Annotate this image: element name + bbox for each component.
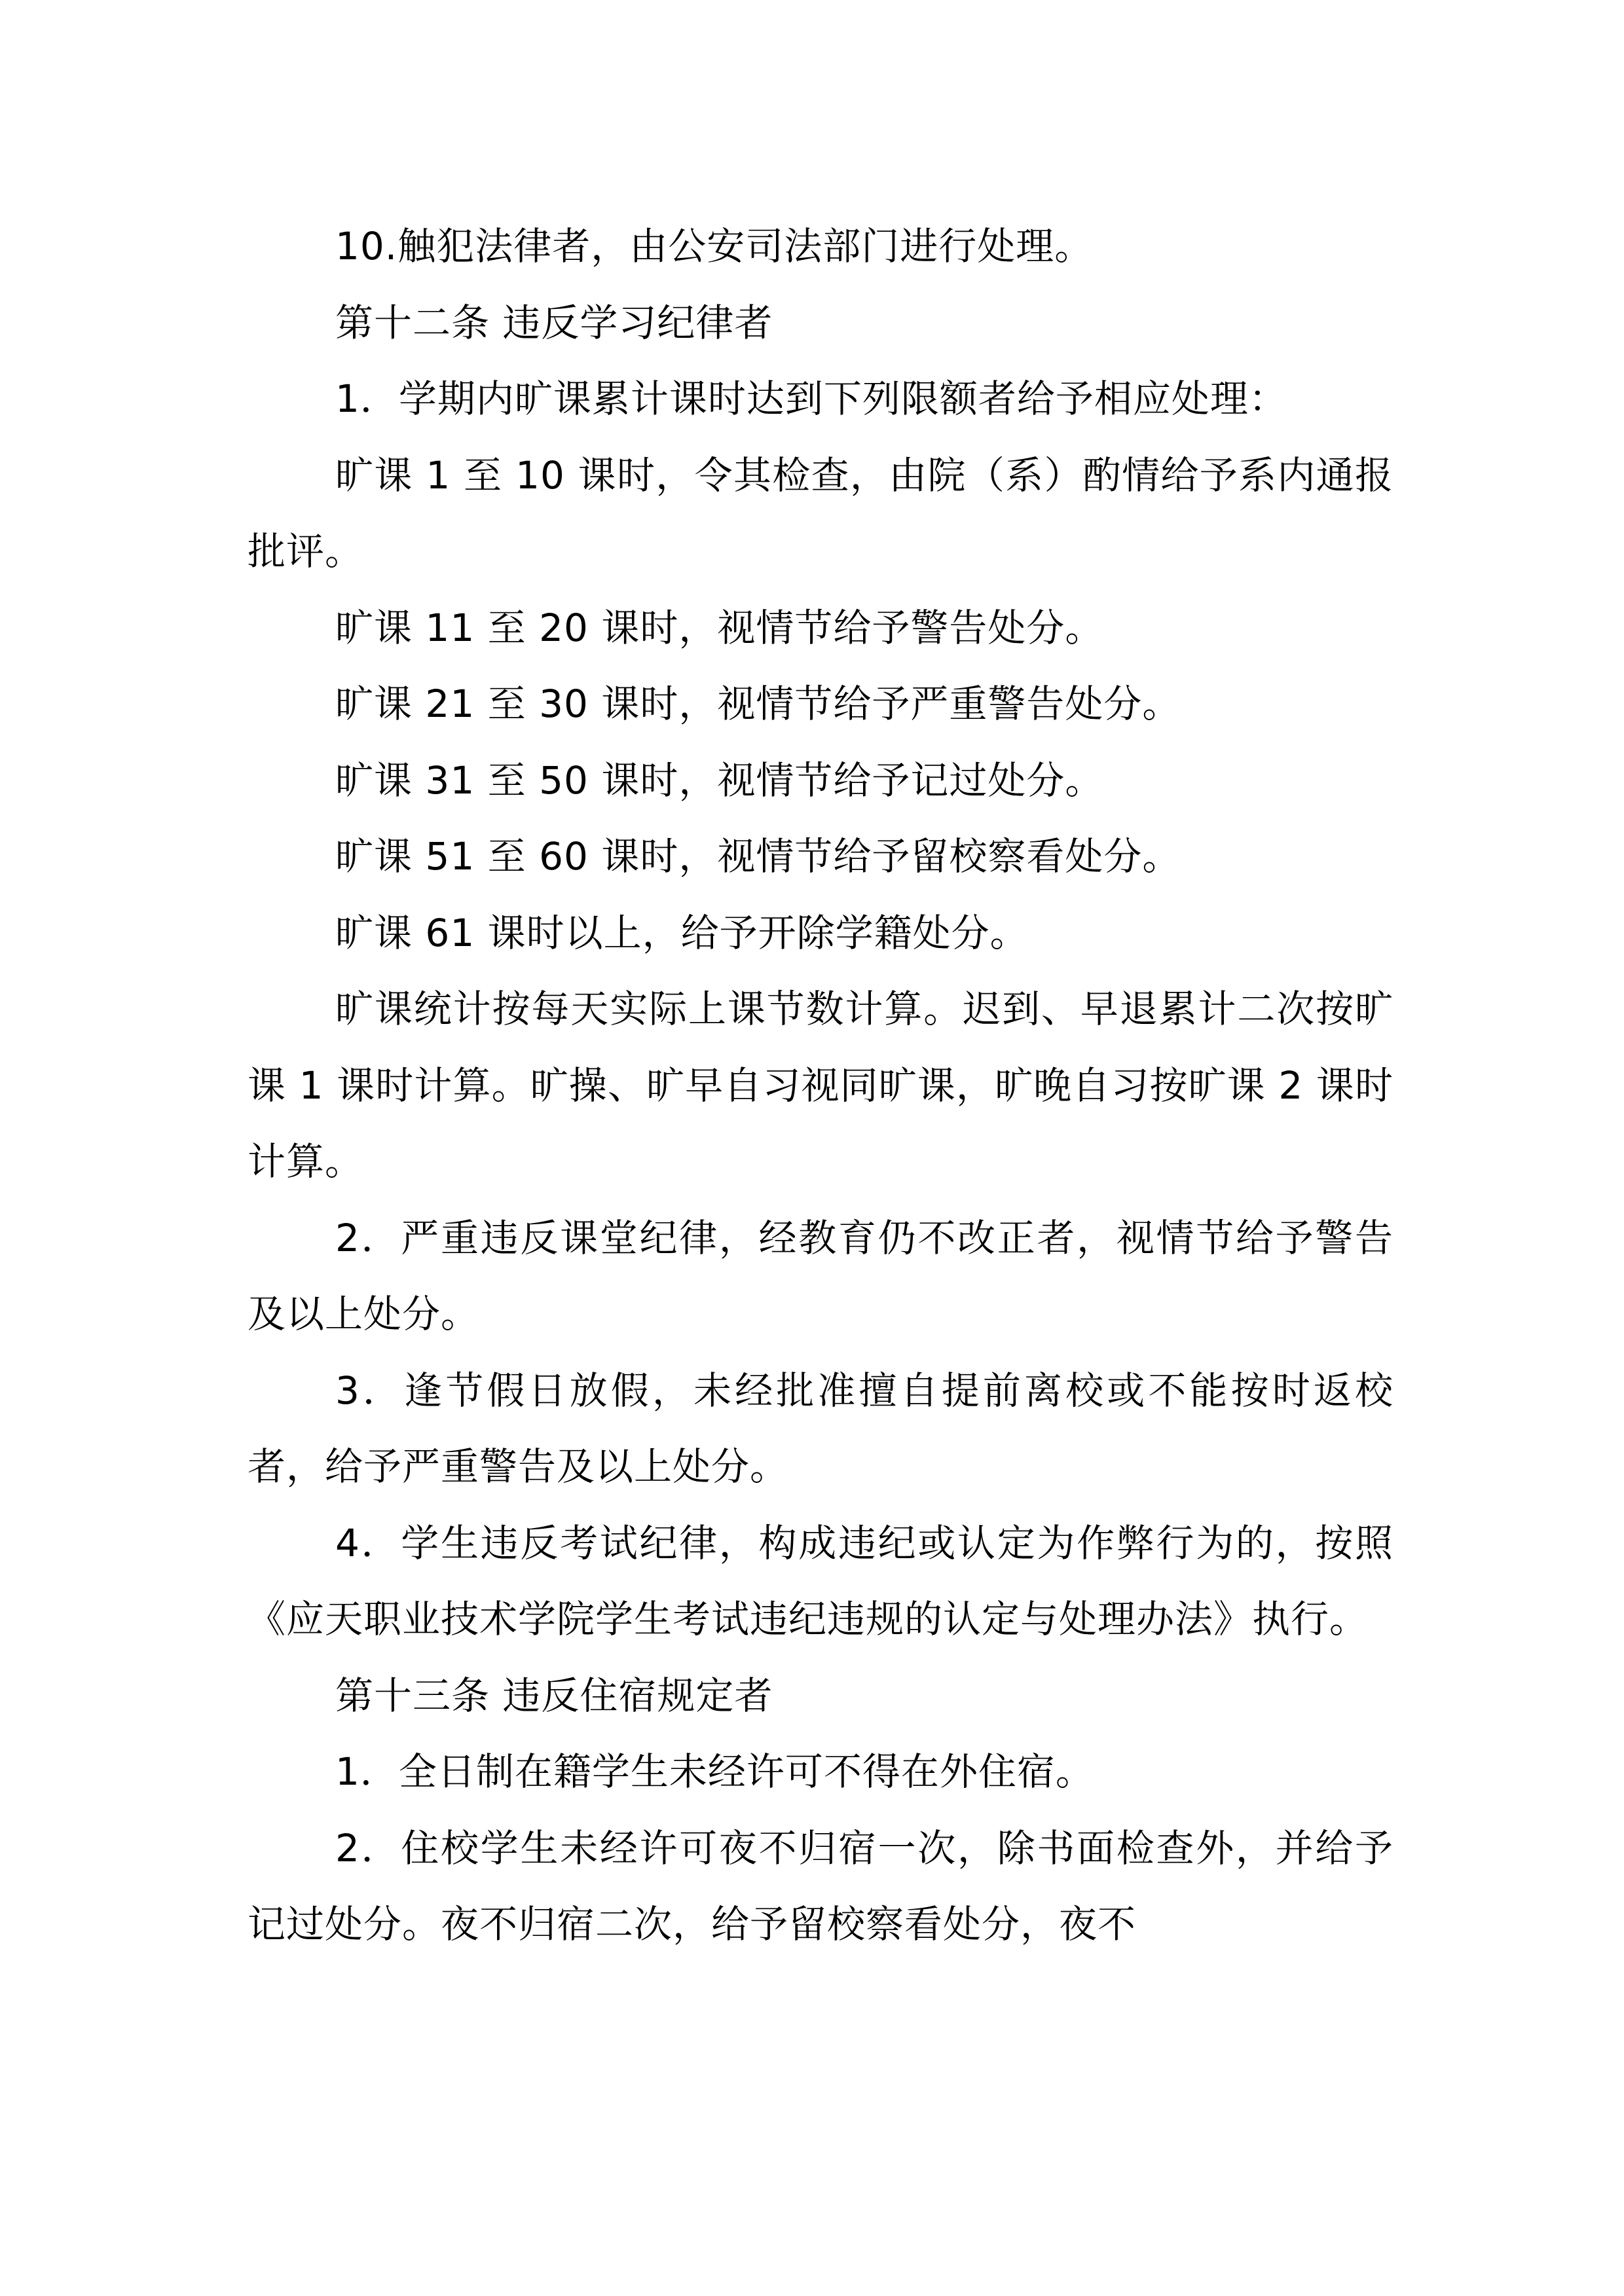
paragraph-absence-21-30: 旷课 21 至 30 课时，视情节给予严重警告处分。 (335, 682, 1181, 726)
paragraph-absence-31-50: 旷课 31 至 50 课时，视情节给予记过处分。 (335, 757, 1104, 803)
paragraph-absence-counting: 旷课统计按每天实际上课节数计算。迟到、早退累计二次按旷课 1 课时计算。旷操、旷早自习视同旷课，旷晚自习按旷课 2 课时计算。 (248, 987, 1393, 1184)
paragraph-overnight-absence: 2．住校学生未经许可夜不归宿一次，除书面检查外，并给予记过处分。夜不归宿二次，给予留校察看处分，夜不 (248, 1825, 1393, 1946)
paragraph-absence-limits: 1．学期内旷课累计课时达到下列限额者给予相应处理： (335, 376, 1287, 421)
paragraph-absence-61-plus: 旷课 61 课时以上，给予开除学籍处分。 (335, 910, 1029, 955)
paragraph-holiday-return: 3．逢节假日放假，未经批准擅自提前离校或不能按时返校者，给予严重警告及以上处分。 (248, 1368, 1393, 1489)
article-12-heading: 第十二条 违反学习纪律者 (335, 300, 773, 345)
paragraph-off-campus-lodging: 1．全日制在籍学生未经许可不得在外住宿。 (335, 1749, 1094, 1794)
paragraph-classroom-discipline: 2．严重违反课堂纪律，经教育仍不改正者，视情节给予警告及以上处分。 (248, 1215, 1393, 1336)
document-body (248, 208, 1393, 1963)
paragraph-item-10: 10.触犯法律者，由公安司法部门进行处理。 (335, 224, 1094, 268)
article-13-heading: 第十三条 违反住宿规定者 (335, 1673, 773, 1718)
paragraph-absence-51-60: 旷课 51 至 60 课时，视情节给予留校察看处分。 (335, 834, 1181, 879)
paragraph-absence-11-20: 旷课 11 至 20 课时，视情节给予警告处分。 (335, 605, 1104, 650)
paragraph-exam-discipline: 4．学生违反考试纪律，构成违纪或认定为作弊行为的，按照《应天职业技术学院学生考试违纪违规的认定与处理办法》执行。 (248, 1520, 1393, 1641)
paragraph-absence-1-10: 旷课 1 至 10 课时，令其检查，由院（系）酌情给予系内通报批评。 (248, 452, 1393, 574)
